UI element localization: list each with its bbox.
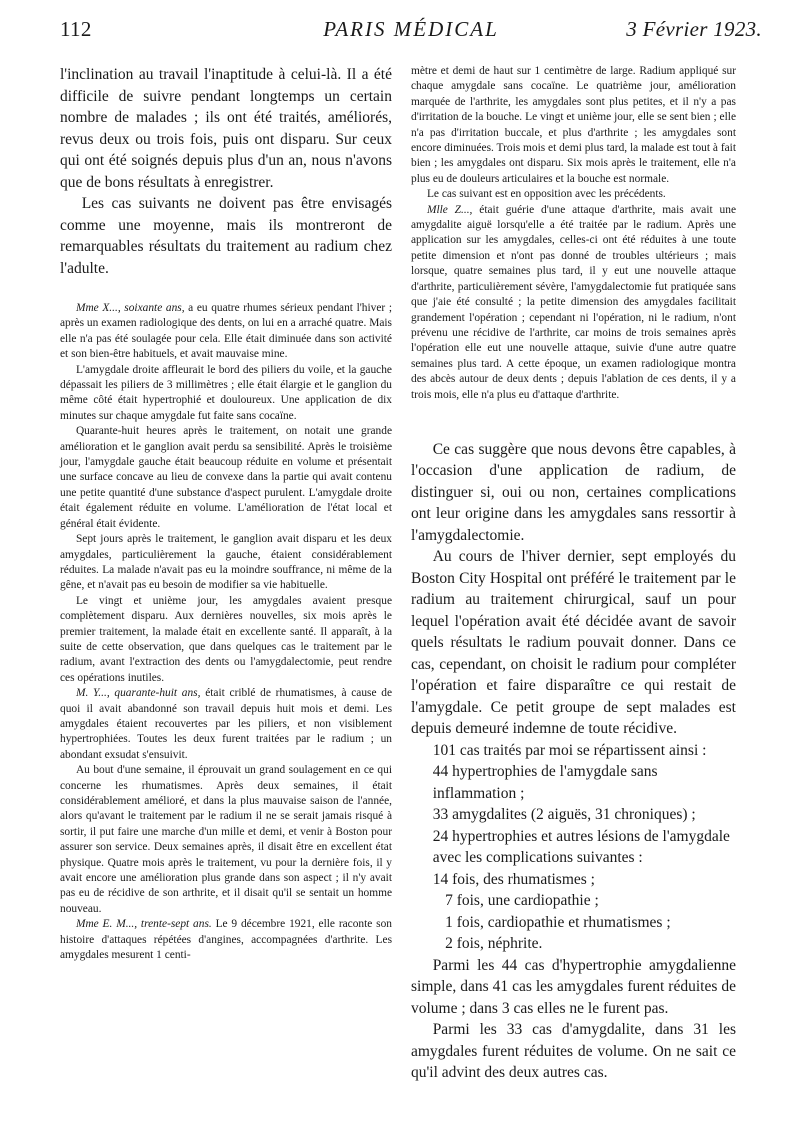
- case-list-item: 33 amygdalites (2 aiguës, 31 chroniques) ;: [432, 806, 696, 824]
- body-paragraph: 101 cas traités par moi se répartissent ainsi :: [432, 741, 707, 759]
- complication-item: 7 fois, une cardiopathie ;: [445, 892, 599, 910]
- small-paragraph: Sept jours après le traitement, le ganglion avait disparu et les deux amygdales, particulièrement la gauche, étaient considérablement réduites. La malade n'avait pas eu la moindre souffrance, ni même de la gêne, et n'avait pas eu besoin de modifier sa vie habituelle.: [60, 533, 392, 592]
- case-list-item: 44 hypertrophies de l'amygdale sans inflammation ;: [432, 763, 658, 802]
- small-paragraph: Le cas suivant est en opposition avec les précédents.: [426, 188, 666, 201]
- journal-title: PARIS MÉDICAL: [323, 17, 499, 41]
- case-x-paragraph: [60, 301, 392, 363]
- case-z-paragraph: [411, 203, 736, 403]
- body-paragraph: l'inclination au travail l'inaptitude à celui-là. Il a été difficile de suivre pendant longtemps un certain nombre de malades ; ils ont été traités, améliorés, revus deux ou trois fois, puis ont disparu. Sur ceux qui ont été soignés depuis plus d'un an, nous n'avons que de bons résultats à enregistrer.: [60, 66, 392, 191]
- case-z-text: était guérie d'une attaque d'arthrite, mais avait une amygdalite aiguë lorsqu'elle a été traitée par le radium. Après une application sur les amygdales, celles-ci ont été réduites à une toute petite dimension et n'ont pas donné de troubles ultérieurs ; mais lorsque, quatre semaines plus tard, il y eut une nouvelle attaque d'arthrite, particulièrement sévère, l'amygdalectomie fut pratiquée sans que j'aie été consulté ; la petite dimension des amygdales facilitait grandement l'opération ; cependant ni l'opération, ni le radium, n'ont prévenu une récidive de l'arthrite, car moins de trois semaines après l'opération elle eut une nouvelle attaque, suivie d'une autre quatre semaines plus tard. A cette époque, un examen radiologique montra des abcès autour de deux dents ; depuis l'ablation de ces dents, il y a trois mois, elle n'a plus eu d'attaque d'arthrite.: [411, 203, 736, 401]
- body-paragraph: Parmi les 44 cas d'hypertrophie amygdalienne simple, dans 41 cas les amygdales furent réduites de volume ; dans 3 cas elles ne le furent pas.: [411, 956, 736, 1017]
- complication-item: 2 fois, néphrite.: [445, 935, 543, 953]
- small-paragraph: Au bout d'une semaine, il éprouvait un grand soulagement en ce qui concerne les rhumatismes. Après deux semaines, il était considérablement amélioré, et dans la plus mauvaise saison de l'année, alors qu'avant le traitement par le radium il ne se serait jamais risqué à sortir, il put faire une marche d'un mille et demi, et venir à Boston pour assurer son service. Deux semaines après, il disait être en excellent état physique. Quatre mois après le traitement, vu pour la dernière fois, il y avait encore une amélioration plus grande dans son aspect ; il n'y avait pas eu de récidive de son arthrite, et il disait qu'il se sentait un homme nouveau.: [60, 764, 392, 915]
- case-y-text: était criblé de rhumatismes, à cause de quoi il avait abandonné son travail depuis huit mois et demi. Les amygdales étaient recouvertes par les piliers, et non visiblement hypertrophiées. Toutes les deux furent traitées par le radium ; un abondant exsudat s'ensuivit.: [60, 687, 392, 761]
- page-header: [60, 14, 762, 50]
- case-y-paragraph: [60, 686, 392, 763]
- small-paragraph: mètre et demi de haut sur 1 centimètre de large. Radium appliqué sur chaque amygdale sans cocaïne. Le quatrième jour, amélioration marquée de l'arthrite, les amygdales sont plus petites, et il n'y a pas d'irritation de la bouche. Le vingt et unième jour, elle se sent bien ; elle n'a pas d'irritation buccale, et plus d'arthrite ; les amygdales sont encore diminuées. Trois mois et demi plus tard, la malade est tout à fait bien ; les amygdales ont disparu. Six mois après le traitement, elle n'a plus eu de douleurs articulaires et la bouche est normale.: [411, 65, 736, 185]
- page-number: 112: [60, 17, 92, 41]
- case-y-label: M. Y..., quarante-huit ans,: [75, 687, 201, 700]
- body-paragraph: Au cours de l'hiver dernier, sept employés du Boston City Hospital ont préféré le traitement par le radium au traitement chirurgical, sauf un pour lequel l'opération avait été décidée avant de savoir quels résultats le radium pouvait donner. Dans ce cas, cependant, on choisit le radium pour compléter l'opération et faire disparaître ce qui restait de l'amygdale. Ce petit groupe de sept malades est depuis demeuré indemne de toute récidive.: [411, 548, 736, 738]
- case-x-label: Mme X..., soixante ans,: [75, 302, 185, 314]
- case-z-label: Mlle Z...,: [426, 203, 473, 216]
- case-list-item: 24 hypertrophies et autres lésions de l'amygdale avec les complications suivantes :: [432, 827, 730, 867]
- small-paragraph: L'amygdale droite affleurait le bord des piliers du voile, et la gauche dépassait les piliers de 3 millimètres ; elle était élargie et le ganglion du même côté était hypertrophié et douloureux. Une application de dix minutes sur chaque amygdale fut faite sans cocaïne.: [60, 363, 392, 422]
- left-column: [60, 64, 392, 963]
- body-paragraph: Parmi les 33 cas d'amygdalite, dans 31 les amygdales furent réduites de volume. On ne sait ce qu'il advint des deux autres cas.: [411, 1021, 736, 1082]
- small-paragraph: Quarante-huit heures après le traitement, on notait une grande amélioration et le ganglion avait perdu sa sensibilité. Après le troisième jour, l'amygdale gauche était beaucoup réduite en volume et présentait une surface concave au lieu de convexe dans la partie qui avait contenu une petite quantité d'une substance d'aspect purulent. L'amygdale droite était également réduite en volume. L'amélioration de l'état local et général était évidente.: [60, 425, 392, 530]
- small-paragraph: Le vingt et unième jour, les amygdales avaient presque complètement disparu. Aux dernières nouvelles, six mois après le premier traitement, la malade était en excellente santé. Il apparaît, à la suite de cette observation, que dans quelques cas le traitement par le radium, avant l'extraction des dents ou l'amygdalectomie, peut rendre ces opérations inutiles.: [60, 594, 392, 684]
- case-e-label: Mme E. M..., trente-sept ans.: [75, 918, 212, 931]
- case-e-paragraph: [60, 917, 392, 963]
- right-column: [411, 64, 736, 1084]
- complication-item: 1 fois, cardiopathie et rhumatismes ;: [445, 913, 671, 931]
- case-e-text: Le 9 décembre 1921, elle raconte son histoire d'attaques répétées d'angines, accompagnées d'arthrite. Les amygdales mesurent 1 centi-: [60, 918, 392, 962]
- body-paragraph: Ce cas suggère que nous devons être capables, à l'occasion d'une application de radium, de distinguer si, oui ou non, certaines complications ont leur origine dans les amygdales sans ressortir à l'amygdalectomie.: [411, 440, 736, 544]
- case-x-text: a eu quatre rhumes sérieux pendant l'hiver ; après un examen radiologique des dents, on lui en a arraché quatre. Mais elle n'a pas été soulagée pour cela. Elle était diminuée dans son activité et son bien-être habituels, et avait mauvaise mine.: [60, 302, 392, 361]
- issue-date: 3 Février 1923.: [626, 17, 762, 41]
- complication-item: 14 fois, des rhumatismes ;: [432, 870, 595, 888]
- body-paragraph: Les cas suivants ne doivent pas être envisagés comme une moyenne, mais ils montreront de remarquables résultats du traitement au radium chez l'adulte.: [60, 195, 392, 277]
